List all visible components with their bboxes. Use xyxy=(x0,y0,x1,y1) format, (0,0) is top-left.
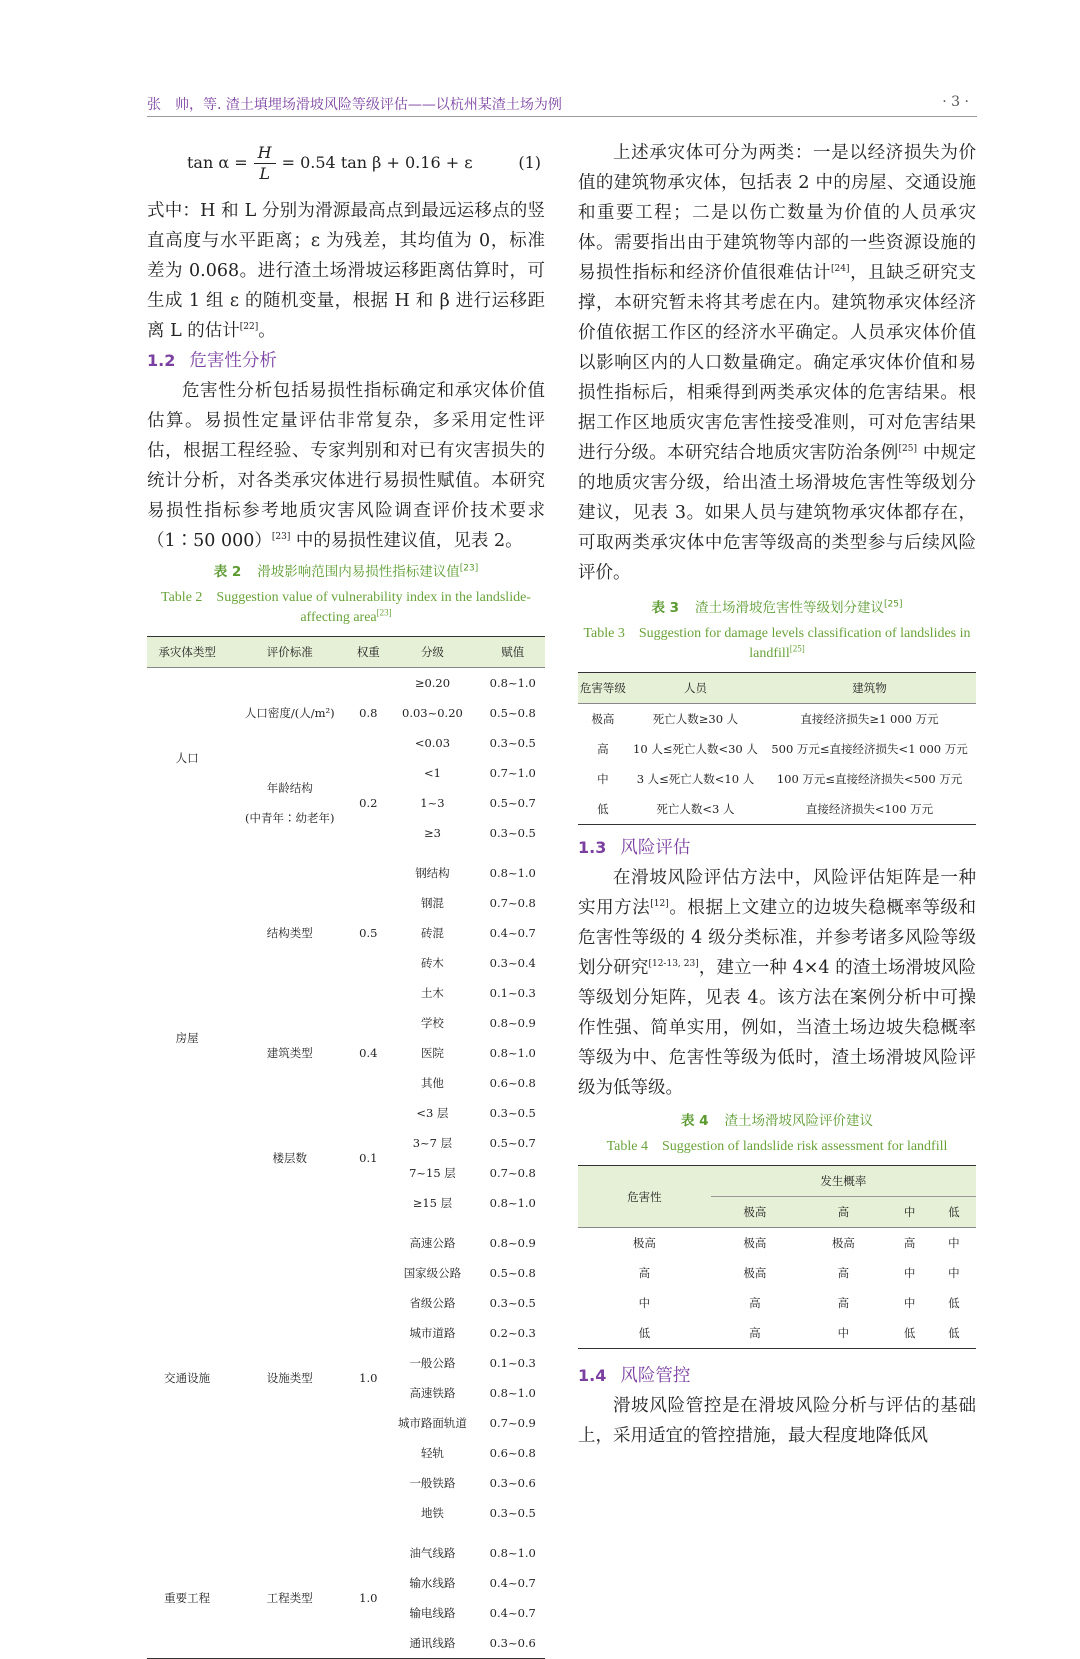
t2-category: 人口 xyxy=(175,751,199,765)
t2-grade: 学校 xyxy=(420,1016,444,1030)
t4-cell: 中 xyxy=(903,1296,916,1310)
t2-value: 0.5~0.8 xyxy=(489,706,536,720)
t4-cell: 低 xyxy=(903,1326,916,1340)
table-row xyxy=(578,1258,976,1288)
t2-weight: 0.4 xyxy=(359,1046,378,1060)
citation: [23] xyxy=(271,532,291,543)
citation: [22] xyxy=(239,322,259,333)
table-row xyxy=(147,858,545,888)
running-title: 张 帅，等. 渣土填埋场滑坡风险等级评估——以杭州某渣土场为例 xyxy=(147,97,562,113)
t2-grade: <0.03 xyxy=(414,736,451,750)
table-row xyxy=(147,1538,545,1568)
spacer-cell xyxy=(147,1528,545,1538)
t2-grade: 钢混 xyxy=(420,896,444,910)
paragraph: 上述承灾体可分为两类：一是以经济损失为价值的建筑物承灾体，包括表 2 中的房屋、交通设施和重要工程；二是以伤亡数量为价值的人员承灾体。需要指出由于建筑物等内部的一些资源设施的易损性指标和经济价值很难估计[24]，且缺乏研究支撑，本研究暂未将其考虑在内。建筑物承灾体经济价值依据工作区的经济水平确定。人员承灾体价值以影响区内的人口数量确定。确定承灾体价值和易损性指标后，相乘得到两类承灾体的危害结果。根据工作区地质灾害危害性接受准则，可对危害结果进行分级。本研究结合地质灾害防治条例[25] 中规定的地质灾害分级，给出渣土场滑坡危害性等级划分建议，见表 3。如果人员与建筑物承灾体都存在，可取两类承灾体中危害等级高的类型参与后续风险评价。 xyxy=(578,143,977,583)
t2-grade: ≥3 xyxy=(423,826,441,840)
t2-grade: 0.03~0.20 xyxy=(402,706,463,720)
t2-value: 0.3~0.5 xyxy=(489,1506,536,1520)
table-row xyxy=(147,1228,545,1258)
t2-value: 0.6~0.8 xyxy=(489,1446,536,1460)
t3-cell: 直接经济损失<100 万元 xyxy=(805,802,934,816)
t2-grade: 7~15 层 xyxy=(409,1166,456,1180)
table-2-caption-en: Table 2 Suggestion value of vulnerability index in the landslide-affecting area[23] xyxy=(161,590,531,625)
equation-number: (1) xyxy=(518,153,541,172)
t4-cell: 极高 xyxy=(743,1236,767,1250)
t3-cell: 3 人≤死亡人数<10 人 xyxy=(636,772,755,786)
t4-cell: 低 xyxy=(638,1326,651,1340)
paragraph: 危害性分析包括易损性指标确定和承灾体价值估算。易损性定量评估非常复杂，多采用定性评估，根据工程经验、专家判别和对已有灾害损失的统计分析，对各类承灾体进行易损性赋值。本研究易损性指标参考地质灾害风险调查评价技术要求（1∶50 000）[23] 中的易损性建议值，见表 2。 xyxy=(147,381,545,551)
t2-grade: 1~3 xyxy=(420,796,445,810)
citation: [12-13, 23] xyxy=(648,959,699,970)
t2-value: 0.2~0.3 xyxy=(489,1326,536,1340)
t2-value: 0.4~0.7 xyxy=(489,1576,536,1590)
t2-value: 0.8~0.9 xyxy=(489,1236,536,1250)
t2-value: 0.4~0.7 xyxy=(489,926,536,940)
right-column xyxy=(578,138,976,1451)
t3-header-cell: 建筑物 xyxy=(763,673,976,704)
t4-cell: 中 xyxy=(903,1266,916,1280)
t4-prob-header: 极高 xyxy=(711,1197,799,1228)
t2-value: 0.7~0.9 xyxy=(489,1416,536,1430)
t3-cell: 500 万元≤直接经济损失<1 000 万元 xyxy=(771,742,968,756)
table-3-caption-en: Table 3 Suggestion for damage levels classification of landslides in landfill[25] xyxy=(583,626,971,661)
t4-cell: 低 xyxy=(948,1326,960,1340)
equation-1 xyxy=(147,138,545,196)
t2-grade: 钢结构 xyxy=(415,866,450,880)
t2-value: 0.3~0.6 xyxy=(489,1476,536,1490)
t3-cell: 高 xyxy=(597,742,609,756)
t4-cell: 高 xyxy=(749,1326,761,1340)
t2-grade: 高速公路 xyxy=(409,1236,456,1250)
group-spacer xyxy=(147,1528,545,1538)
t2-value: 0.3~0.5 xyxy=(489,736,536,750)
t2-grade: 城市道路 xyxy=(409,1326,456,1340)
t2-value: 0.8~1.0 xyxy=(489,1046,536,1060)
t2-header-cell: 权重 xyxy=(352,637,384,668)
t2-grade: <1 xyxy=(423,766,441,780)
group-spacer xyxy=(147,1218,545,1228)
running-header xyxy=(147,90,977,118)
t4-cell: 中 xyxy=(837,1326,850,1340)
t2-header-cell: 赋值 xyxy=(481,637,545,668)
t2-grade: 其他 xyxy=(420,1076,444,1090)
t2-criterion: 建筑类型 xyxy=(266,1046,313,1060)
fraction-numerator: H xyxy=(254,143,276,164)
t2-weight: 1.0 xyxy=(359,1371,378,1385)
t2-grade: 土木 xyxy=(420,986,444,1000)
t2-value: 0.3~0.4 xyxy=(489,956,536,970)
t2-grade: 一般公路 xyxy=(409,1356,456,1370)
fraction-denominator: L xyxy=(259,163,270,183)
t2-grade: 医院 xyxy=(420,1046,444,1060)
section-heading-1-3: 1.3 风险评估 xyxy=(578,838,691,858)
t4-cell: 极高 xyxy=(831,1236,855,1250)
t2-value: 0.1~0.3 xyxy=(489,986,536,1000)
t2-value: 0.8~0.9 xyxy=(489,1016,536,1030)
t2-value: 0.3~0.5 xyxy=(489,826,536,840)
t2-value: 0.5~0.7 xyxy=(489,796,536,810)
t3-cell: 死亡人数<3 人 xyxy=(656,802,735,816)
t2-value: 0.8~1.0 xyxy=(489,1546,536,1560)
t3-cell: 死亡人数≥30 人 xyxy=(652,712,739,726)
t4-cell: 高 xyxy=(749,1296,761,1310)
t2-value: 0.3~0.5 xyxy=(489,1296,536,1310)
table-3 xyxy=(578,672,976,825)
t2-grade: 砖木 xyxy=(420,956,444,970)
spacer-cell xyxy=(147,1218,545,1228)
table-row xyxy=(578,704,976,735)
t2-value: 0.3~0.5 xyxy=(489,1106,536,1120)
t4-cell: 高 xyxy=(638,1266,651,1280)
equation-rhs: = 0.54 tan β + 0.16 + ε xyxy=(281,153,473,172)
t3-cell: 直接经济损失≥1 000 万元 xyxy=(800,712,939,726)
t2-value: 0.7~0.8 xyxy=(489,1166,536,1180)
table-4 xyxy=(578,1165,976,1349)
table-2 xyxy=(147,636,545,1659)
t2-weight: 0.5 xyxy=(359,926,378,940)
t4-cell: 中 xyxy=(948,1236,960,1250)
t2-value: 0.8~1.0 xyxy=(489,866,536,880)
t2-value: 0.6~0.8 xyxy=(489,1076,536,1090)
t2-grade: 砖混 xyxy=(420,926,444,940)
table-3-caption-cn: 表 3 渣土场滑坡危害性等级划分建议[25] xyxy=(651,599,903,616)
t4-cell: 中 xyxy=(948,1266,960,1280)
t4-cell: 高 xyxy=(903,1236,916,1250)
t2-grade: 输电线路 xyxy=(409,1606,456,1620)
t4-cell: 高 xyxy=(837,1266,850,1280)
t2-category: 交通设施 xyxy=(164,1371,211,1385)
t2-grade: 输水线路 xyxy=(409,1576,456,1590)
citation: [24] xyxy=(831,264,850,275)
t2-value: 0.4~0.7 xyxy=(489,1606,536,1620)
table-row xyxy=(578,764,976,794)
t2-value: 0.8~1.0 xyxy=(489,1196,536,1210)
t2-category: 重要工程 xyxy=(164,1591,211,1605)
table-row xyxy=(147,668,545,699)
t2-value: 0.1~0.3 xyxy=(489,1356,536,1370)
t2-grade: ≥0.20 xyxy=(414,676,451,690)
t3-cell: 低 xyxy=(597,802,609,816)
t3-header-cell: 人员 xyxy=(628,673,763,704)
t4-prob-header: 低 xyxy=(932,1197,976,1228)
table-4-caption-en: Table 4 Suggestion of landslide risk assessment for landfill xyxy=(606,1139,948,1154)
t2-header-cell: 承灾体类型 xyxy=(147,637,227,668)
left-column xyxy=(147,138,545,1659)
header-rule xyxy=(147,116,977,117)
t2-grade: 高速铁路 xyxy=(409,1386,456,1400)
t4-cell: 低 xyxy=(948,1296,960,1310)
t4-row-header: 危害性 xyxy=(578,1166,711,1228)
t2-category: 房屋 xyxy=(175,1031,199,1045)
t2-grade: 地铁 xyxy=(420,1506,444,1520)
t2-criterion: 工程类型 xyxy=(266,1591,313,1605)
citation: [12] xyxy=(650,899,669,910)
t4-prob-header: 高 xyxy=(799,1197,887,1228)
t2-header-cell: 分级 xyxy=(384,637,480,668)
t2-value: 0.3~0.6 xyxy=(489,1636,536,1650)
t2-weight: 0.2 xyxy=(359,796,378,810)
t2-value: 0.5~0.7 xyxy=(489,1136,536,1150)
equation-lhs: tan α = xyxy=(187,153,248,172)
table-2-caption-cn: 表 2 滑坡影响范围内易损性指标建议值[23] xyxy=(213,563,479,580)
t2-grade: ≥15 层 xyxy=(412,1196,453,1210)
paragraph: 滑坡风险管控是在滑坡风险分析与评估的基础上，采用适宜的管控措施，最大程度地降低风 xyxy=(578,1396,976,1446)
t3-cell: 100 万元≤直接经济损失<500 万元 xyxy=(776,772,963,786)
table-row xyxy=(578,1318,976,1349)
t2-criterion: 设施类型 xyxy=(266,1371,313,1385)
t2-value: 0.8~1.0 xyxy=(489,676,536,690)
page-number: · 3 · xyxy=(942,94,969,110)
t3-header-cell: 危害等级 xyxy=(578,673,628,704)
t3-cell: 极高 xyxy=(591,712,615,726)
t2-criterion: 年龄结构 (中青年∶幼老年) xyxy=(244,781,335,825)
equation-explanation: 式中：H 和 L 分别为滑源最高点到最远运移点的竖直高度与水平距离；ε 为残差，其均值为 0，标准差为 0.068。进行渣土场滑坡运移距离估算时，可生成 1 组 ε 的随机变量，根据 H 和 β 进行运移距离 L 的估计[22]。 xyxy=(147,201,545,341)
t3-cell: 10 人≤死亡人数<30 人 xyxy=(633,742,758,756)
t3-cell: 中 xyxy=(597,772,609,786)
section-heading-1-4: 1.4 风险管控 xyxy=(578,1366,691,1386)
t2-grade: 3~7 层 xyxy=(412,1136,453,1150)
section-heading-1-2: 1.2 危害性分析 xyxy=(147,351,277,371)
t4-group-header: 发生概率 xyxy=(820,1174,867,1188)
t2-value: 0.7~0.8 xyxy=(489,896,536,910)
citation: [25] xyxy=(898,444,918,455)
t4-cell: 极高 xyxy=(743,1266,767,1280)
table-row xyxy=(578,1288,976,1318)
t4-prob-header: 中 xyxy=(888,1197,932,1228)
equation-fraction xyxy=(254,143,276,184)
t2-grade: 国家级公路 xyxy=(403,1266,462,1280)
t2-header-cell: 评价标准 xyxy=(227,637,352,668)
t2-weight: 0.8 xyxy=(359,706,378,720)
table-row xyxy=(578,734,976,764)
t4-cell: 极高 xyxy=(632,1236,656,1250)
t2-value: 0.8~1.0 xyxy=(489,1386,536,1400)
t4-cell: 高 xyxy=(837,1296,850,1310)
spacer-cell xyxy=(147,848,545,858)
t2-criterion: 楼层数 xyxy=(272,1151,307,1165)
t2-criterion: 结构类型 xyxy=(266,926,313,940)
table-row xyxy=(578,1228,976,1259)
t2-grade: 一般铁路 xyxy=(409,1476,456,1490)
t2-value: 0.7~1.0 xyxy=(489,766,536,780)
table-4-caption-cn: 表 4 渣土场滑坡风险评价建议 xyxy=(680,1113,874,1129)
t2-weight: 1.0 xyxy=(359,1591,378,1605)
t2-grade: 油气线路 xyxy=(409,1546,456,1560)
t2-weight: 0.1 xyxy=(359,1151,378,1165)
t2-value: 0.5~0.8 xyxy=(489,1266,536,1280)
paragraph: 在滑坡风险评估方法中，风险评估矩阵是一种实用方法[12]。根据上文建立的边坡失稳概率等级和危害性等级的 4 级分类标准，并参考诸多风险等级划分研究[12-13, 23]，建立一种 4×4 的渣土场滑坡风险等级划分矩阵，见表 4。该方法在案例分析中可操作性强、简单实用，例如，当渣土场边坡失稳概率等级为中、危害性等级为低时，渣土场滑坡风险评级为低等级。 xyxy=(578,868,977,1098)
t2-grade: 通讯线路 xyxy=(409,1636,456,1650)
t4-cell: 中 xyxy=(638,1296,651,1310)
t2-grade: 城市路面轨道 xyxy=(397,1416,467,1430)
t2-criterion: 人口密度/(人/m²) xyxy=(244,706,335,720)
t2-grade: 省级公路 xyxy=(409,1296,456,1310)
group-spacer xyxy=(147,848,545,858)
table-row xyxy=(578,794,976,825)
t2-grade: 轻轨 xyxy=(420,1446,444,1460)
t2-grade: <3 层 xyxy=(416,1106,449,1120)
